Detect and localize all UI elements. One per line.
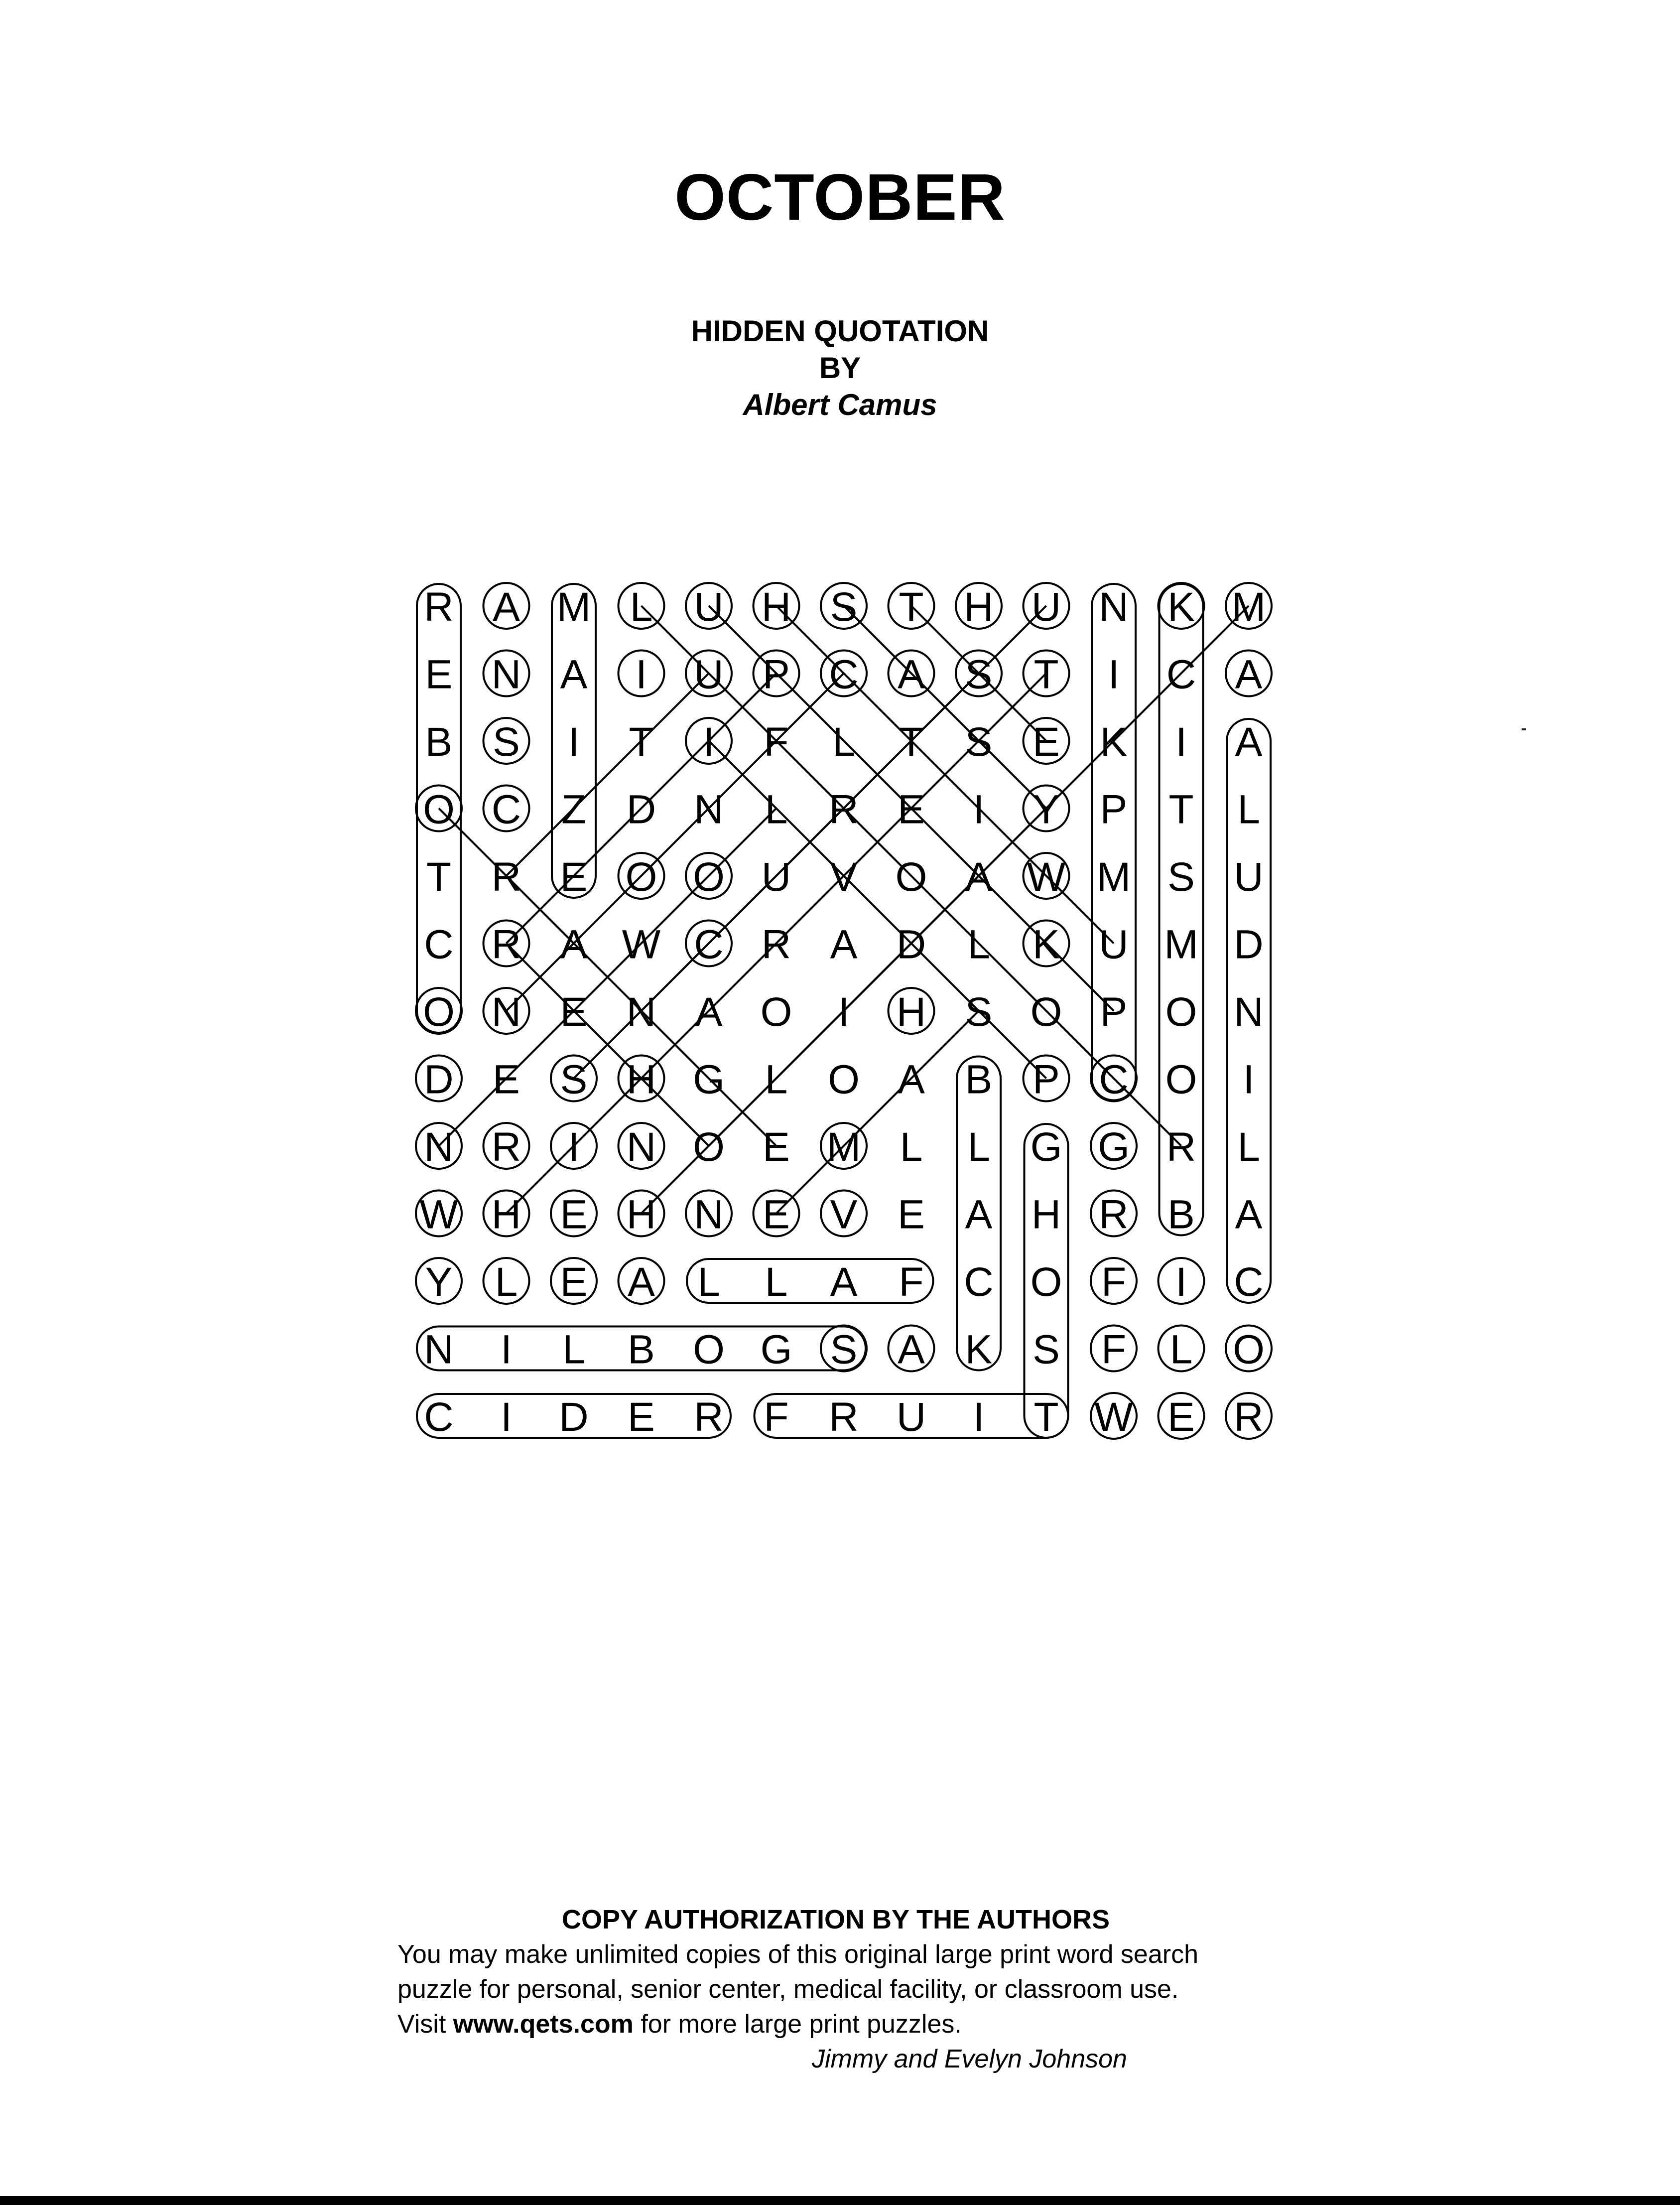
grid-letter: Y [425,1259,453,1305]
grid-letter: A [898,1327,925,1373]
grid-letter: O [760,989,792,1035]
grid-letter: Z [561,787,587,832]
grid-letter: L [832,719,855,765]
grid-letter: B [628,1327,655,1373]
grid-letter: I [973,787,985,832]
grid-letter: H [491,1192,521,1238]
grid-letter: V [830,854,858,900]
grid-letter: N [491,989,521,1035]
grid-letter: G [1030,1124,1062,1170]
grid-letter: C [491,787,521,832]
grid-letter: R [761,922,791,967]
grid-letter: A [1235,719,1263,765]
grid-letter: O [1165,989,1197,1035]
grid-letter: A [493,584,520,630]
grid-letter: P [1100,787,1128,832]
grid-letter: A [560,652,588,697]
grid-letter: N [626,989,656,1035]
grid-letter: C [1234,1259,1264,1305]
grid-letter: N [694,787,724,832]
grid-letter: R [694,1394,724,1440]
grid-letter: A [695,989,723,1035]
grid-letter: L [967,922,990,967]
grid-letter: C [829,652,859,697]
grid-letter: O [828,1057,860,1102]
grid-letter: H [964,584,994,630]
grid-letter: A [628,1259,655,1305]
grid-letter: I [973,1394,985,1440]
grid-letter: L [967,1124,990,1170]
grid-letter: E [763,1124,790,1170]
grid-letter: E [425,652,453,697]
grid-letter: F [764,719,789,765]
grid-letter: M [1231,584,1266,630]
grid-letter: N [491,652,521,697]
grid-letter: H [626,1192,656,1238]
grid-letter: O [693,1124,725,1170]
grid-letter: U [1234,854,1264,900]
grid-letter: L [765,787,788,832]
grid-letter: A [898,652,925,697]
grid-letter: C [694,922,724,967]
grid-letter: I [568,719,580,765]
grid-letter: S [830,1327,858,1373]
grid-letter: C [424,922,454,967]
grid-letter: O [423,989,455,1035]
diagonal-word-line [507,674,709,876]
authorization-line-2: puzzle for personal, senior center, medical facility, or classroom use. [397,1975,1179,2004]
grid-letter: P [763,652,790,697]
grid-letter: H [896,989,926,1035]
grid-letter: N [694,1192,724,1238]
grid-letter: L [765,1057,788,1102]
grid-letter: P [1100,989,1128,1035]
grid-letter: N [1234,989,1264,1035]
grid-letter: K [965,1327,993,1373]
grid-letter: S [965,652,993,697]
grid-letter: R [1099,1192,1129,1238]
word-search-grid [411,578,1281,1465]
grid-letter: S [965,719,993,765]
grid-letter: R [1166,1124,1196,1170]
grid-letter: G [693,1057,725,1102]
grid-letter: E [560,989,588,1035]
grid-letter: M [826,1124,861,1170]
grid-letter: I [1175,1259,1187,1305]
grid-letter: K [1167,584,1195,630]
grid-letter: N [626,1124,656,1170]
by-label: BY [819,351,861,385]
grid-letter: A [965,854,993,900]
grid-letter: N [424,1124,454,1170]
grid-letter: Y [1033,787,1060,832]
grid-letter: E [763,1192,790,1238]
grid-letter: D [1234,922,1264,967]
visit-suffix-text: for more large print puzzles. [633,2010,962,2039]
grid-letter: D [896,922,926,967]
grid-letter: L [900,1124,923,1170]
grid-letter: I [703,719,715,765]
authors-signature: Jimmy and Evelyn Johnson [812,2045,1127,2073]
grid-letter: T [899,719,924,765]
grid-letter: D [626,787,656,832]
grid-letter: L [765,1259,788,1305]
grid-letter: I [1175,719,1187,765]
grid-letter: O [693,1327,725,1373]
grid-letter: E [560,854,588,900]
grid-letter: E [1167,1394,1195,1440]
grid-letter: U [761,854,791,900]
grid-letter: E [1033,719,1060,765]
grid-letter: H [1031,1192,1061,1238]
grid-letter: G [760,1327,792,1373]
grid-letter: R [1234,1394,1264,1440]
grid-letter: C [964,1259,994,1305]
grid-letter: G [1098,1124,1130,1170]
quotation-heading [0,313,1680,423]
grid-letter: S [965,989,993,1035]
grid-letter: E [560,1259,588,1305]
grid-letter: M [556,584,591,630]
grid-letter: M [1096,854,1131,900]
grid-letter: T [899,584,924,630]
grid-letter: F [899,1259,924,1305]
grid-letter: O [693,854,725,900]
grid-letter: R [829,1394,859,1440]
grid-letter: A [1235,1192,1263,1238]
grid-letter: B [425,719,453,765]
grid-letter: U [694,652,724,697]
grid-letter: L [562,1327,585,1373]
grid-letter: I [501,1327,512,1373]
website-link[interactable]: www.qets.com [453,2010,634,2039]
grid-letter: O [1030,989,1062,1035]
grid-letter: L [495,1259,518,1305]
grid-letter: T [426,854,452,900]
grid-letter: I [838,989,850,1035]
grid-letter: I [1243,1057,1255,1102]
grid-letter: M [1164,922,1198,967]
copy-authorization-heading: COPY AUTHORIZATION BY THE AUTHORS [561,1905,1110,1934]
grid-letter: F [1101,1259,1127,1305]
grid-letter: R [491,854,521,900]
grid-letter: A [898,1057,925,1102]
diagonal-word-line [709,741,1046,1079]
puzzle-title: OCTOBER [674,160,1006,234]
grid-letter: A [965,1192,993,1238]
grid-letter: E [898,1192,925,1238]
hidden-quotation-label: HIDDEN QUOTATION [691,314,989,348]
grid-letter: N [1099,584,1129,630]
grid-letter: P [1033,1057,1060,1102]
grid-letter: B [965,1057,993,1102]
grid-letter: W [1094,1394,1133,1440]
grid-letter: A [1235,652,1263,697]
grid-letter: S [1167,854,1195,900]
grid-letter: S [560,1057,588,1102]
grid-letter: R [829,787,859,832]
grid-letter: O [1233,1327,1265,1373]
grid-letter: O [423,787,455,832]
grid-letter: U [896,1394,926,1440]
grid-letter: F [764,1394,789,1440]
diagonal-word-line [776,876,979,1079]
visit-text: Visit [397,2010,453,2039]
page-bottom-edge [0,2196,1680,2205]
grid-letter: W [419,1192,458,1238]
copy-authorization [397,1902,1274,2076]
grid-letter: O [1030,1259,1062,1305]
stray-mark [1522,728,1526,730]
grid-letter: L [697,1259,720,1305]
diagonal-word-line [507,674,844,1011]
grid-letter: K [1100,719,1128,765]
grid-letter: U [694,584,724,630]
grid-letter: O [1165,1057,1197,1102]
grid-letter: I [568,1124,580,1170]
grid-letter: C [1099,1057,1129,1102]
grid-letter: E [560,1192,588,1238]
grid-letter: C [1166,652,1196,697]
grid-letter: I [501,1394,512,1440]
grid-letter: R [491,1124,521,1170]
grid-letter: H [761,584,791,630]
grid-letter: E [493,1057,520,1102]
grid-letter: L [1237,1124,1260,1170]
grid-letter: T [1168,787,1194,832]
grid-letter: W [622,922,661,967]
grid-letter: T [629,719,654,765]
grid-letter: R [491,922,521,967]
grid-letter: W [1027,854,1066,900]
authorization-line-3 [397,2007,1274,2042]
grid-letter: N [424,1327,454,1373]
grid-letter: L [1237,787,1260,832]
grid-letter: T [1034,1394,1059,1440]
grid-letter: A [560,922,588,967]
grid-letter: L [630,584,653,630]
grid-letter: R [424,584,454,630]
grid-letter: S [1033,1327,1060,1373]
grid-letter: A [830,1259,858,1305]
grid-letter: U [1099,922,1129,967]
grid-letter: S [830,584,858,630]
grid-letter: I [636,652,647,697]
grid-letter: K [1033,922,1060,967]
grid-letter: I [1108,652,1120,697]
grid-letter: T [1034,652,1059,697]
grid-letter: O [625,854,657,900]
grid-letter: B [1167,1192,1195,1238]
authorization-line-1: You may make unlimited copies of this original large print word search [397,1940,1198,1969]
word-loop-horizontal [687,1259,933,1303]
grid-letter: E [898,787,925,832]
quotation-author: Albert Camus [743,388,937,421]
grid-letter: S [493,719,520,765]
grid-letter: V [830,1192,858,1238]
grid-letter: L [1169,1327,1193,1373]
grid-letter: U [1031,584,1061,630]
grid-letter: D [424,1057,454,1102]
grid-letter: E [628,1394,655,1440]
grid-letter: C [424,1394,454,1440]
grid-letter: H [626,1057,656,1102]
grid-letter: O [895,854,927,900]
grid-letter: D [559,1394,589,1440]
grid-letter: F [1101,1327,1127,1373]
diagonal-word-line [776,1011,979,1214]
grid-letter: A [830,922,858,967]
